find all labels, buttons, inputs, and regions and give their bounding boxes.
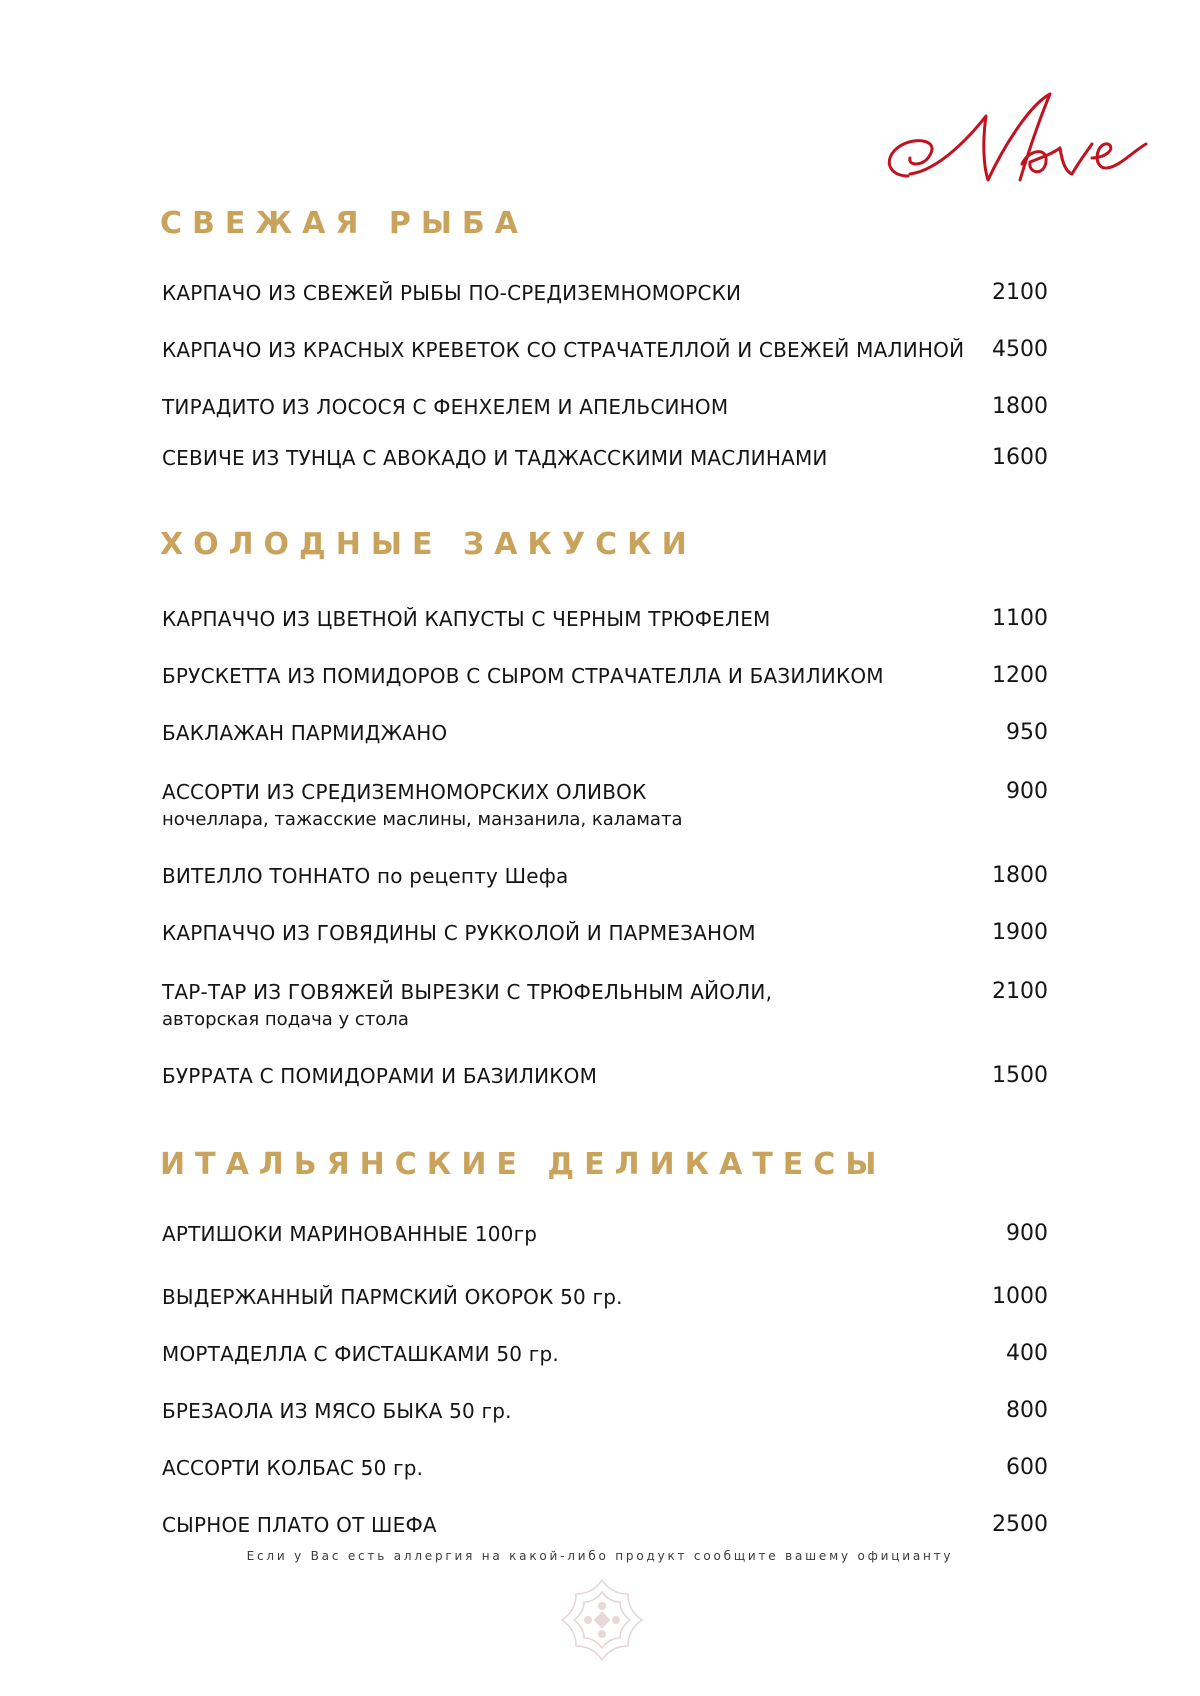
menu-item-name: ВЫДЕРЖАННЫЙ ПАРМСКИЙ ОКОРОК 50 гр.: [162, 1285, 623, 1309]
menu-item-price: 2100: [992, 979, 1048, 1004]
menu-item: [162, 1456, 1048, 1490]
menu-item-price: 2500: [992, 1512, 1048, 1537]
allergy-note: Если у Вас есть аллергия на какой-либо продукт сообщите вашему официанту: [246, 1549, 954, 1563]
menu-item: [162, 980, 1048, 1042]
menu-item-price: 1800: [992, 863, 1048, 888]
menu-item: [162, 1399, 1048, 1433]
menu-item: [162, 395, 1048, 429]
menu-item: [162, 921, 1048, 955]
menu-item: [162, 864, 1048, 898]
menu-item: [162, 780, 1048, 842]
menu-item-price: 900: [1006, 1221, 1048, 1246]
menu-item-name: КАРПАЧО ИЗ СВЕЖЕЙ РЫБЫ ПО-СРЕДИЗЕМНОМОРСКИ: [162, 281, 742, 305]
menu-item-name: АРТИШОКИ МАРИНОВАННЫЕ 100гр: [162, 1222, 538, 1246]
menu-item-description: ночеллара, тажасские маслины, манзанила, каламата: [162, 809, 683, 830]
menu-item: [162, 338, 1048, 372]
menu-item-name: БРУСКЕТТА ИЗ ПОМИДОРОВ С СЫРОМ СТРАЧАТЕЛЛА И БАЗИЛИКОМ: [162, 664, 884, 688]
menu-item: [162, 446, 1048, 480]
menu-item-name: МОРТАДЕЛЛА С ФИСТАШКАМИ 50 гр.: [162, 1342, 559, 1366]
menu-item-name: АССОРТИ ИЗ СРЕДИЗЕМНОМОРСКИХ ОЛИВОК: [162, 780, 647, 804]
menu-item-name: ТАР-ТАР ИЗ ГОВЯЖЕЙ ВЫРЕЗКИ С ТРЮФЕЛЬНЫМ АЙОЛИ,: [162, 980, 773, 1004]
menu-item-name: БРЕЗАОЛА ИЗ МЯСО БЫКА 50 гр.: [162, 1399, 512, 1423]
menu-item-name: КАРПАЧЧО ИЗ ЦВЕТНОЙ КАПУСТЫ С ЧЕРНЫМ ТРЮФЕЛЕМ: [162, 607, 771, 631]
menu-item: [162, 721, 1048, 755]
menu-item-price: 1500: [992, 1063, 1048, 1088]
menu-item: [162, 1285, 1048, 1319]
menu-item-description: авторская подача у стола: [162, 1009, 409, 1030]
menu-item-price: 1900: [992, 920, 1048, 945]
menu-item-price: 950: [1006, 720, 1048, 745]
menu-item: [162, 1064, 1048, 1098]
menu-item-price: 400: [1006, 1341, 1048, 1366]
menu-item-price: 2100: [992, 280, 1048, 305]
menu-item-price: 1200: [992, 663, 1048, 688]
floral-ornament-icon: [558, 1576, 646, 1664]
nove-logo: [880, 88, 1152, 206]
menu-item-name: ТИРАДИТО ИЗ ЛОСОСЯ С ФЕНХЕЛЕМ И АПЕЛЬСИНОМ: [162, 395, 729, 419]
menu-item: [162, 1513, 1048, 1547]
menu-item-price: 4500: [992, 337, 1048, 362]
menu-item-price: 600: [1006, 1455, 1048, 1480]
menu-item-price: 1600: [992, 445, 1048, 470]
section-title-cold-appetizers: ХОЛОДНЫЕ ЗАКУСКИ: [160, 527, 697, 562]
menu-item: [162, 1222, 1048, 1256]
menu-item-price: 1000: [992, 1284, 1048, 1309]
menu-item: [162, 664, 1048, 698]
menu-item-name: БУРРАТА С ПОМИДОРАМИ И БАЗИЛИКОМ: [162, 1064, 598, 1088]
menu-item-name: КАРПАЧО ИЗ КРАСНЫХ КРЕВЕТОК СО СТРАЧАТЕЛЛОЙ И СВЕЖЕЙ МАЛИНОЙ: [162, 338, 965, 362]
menu-item-price: 900: [1006, 779, 1048, 804]
section-title-italian-delicacies: ИТАЛЬЯНСКИЕ ДЕЛИКАТЕСЫ: [160, 1147, 887, 1182]
menu-item-name: АССОРТИ КОЛБАС 50 гр.: [162, 1456, 424, 1480]
menu-item: [162, 607, 1048, 641]
menu-item: [162, 1342, 1048, 1376]
menu-item-price: 1100: [992, 606, 1048, 631]
menu-item-name: БАКЛАЖАН ПАРМИДЖАНО: [162, 721, 448, 745]
menu-item-price: 800: [1006, 1398, 1048, 1423]
section-title-fresh-fish: СВЕЖАЯ РЫБА: [160, 206, 529, 241]
menu-item-name: СЕВИЧЕ ИЗ ТУНЦА С АВОКАДО И ТАДЖАССКИМИ МАСЛИНАМИ: [162, 446, 828, 470]
menu-item-name: СЫРНОЕ ПЛАТО ОТ ШЕФА: [162, 1513, 437, 1537]
menu-item-price: 1800: [992, 394, 1048, 419]
menu-item: [162, 281, 1048, 315]
menu-item-name: КАРПАЧЧО ИЗ ГОВЯДИНЫ С РУККОЛОЙ И ПАРМЕЗАНОМ: [162, 921, 756, 945]
menu-item-name: ВИТЕЛЛО ТОННАТО по рецепту Шефа: [162, 864, 569, 888]
